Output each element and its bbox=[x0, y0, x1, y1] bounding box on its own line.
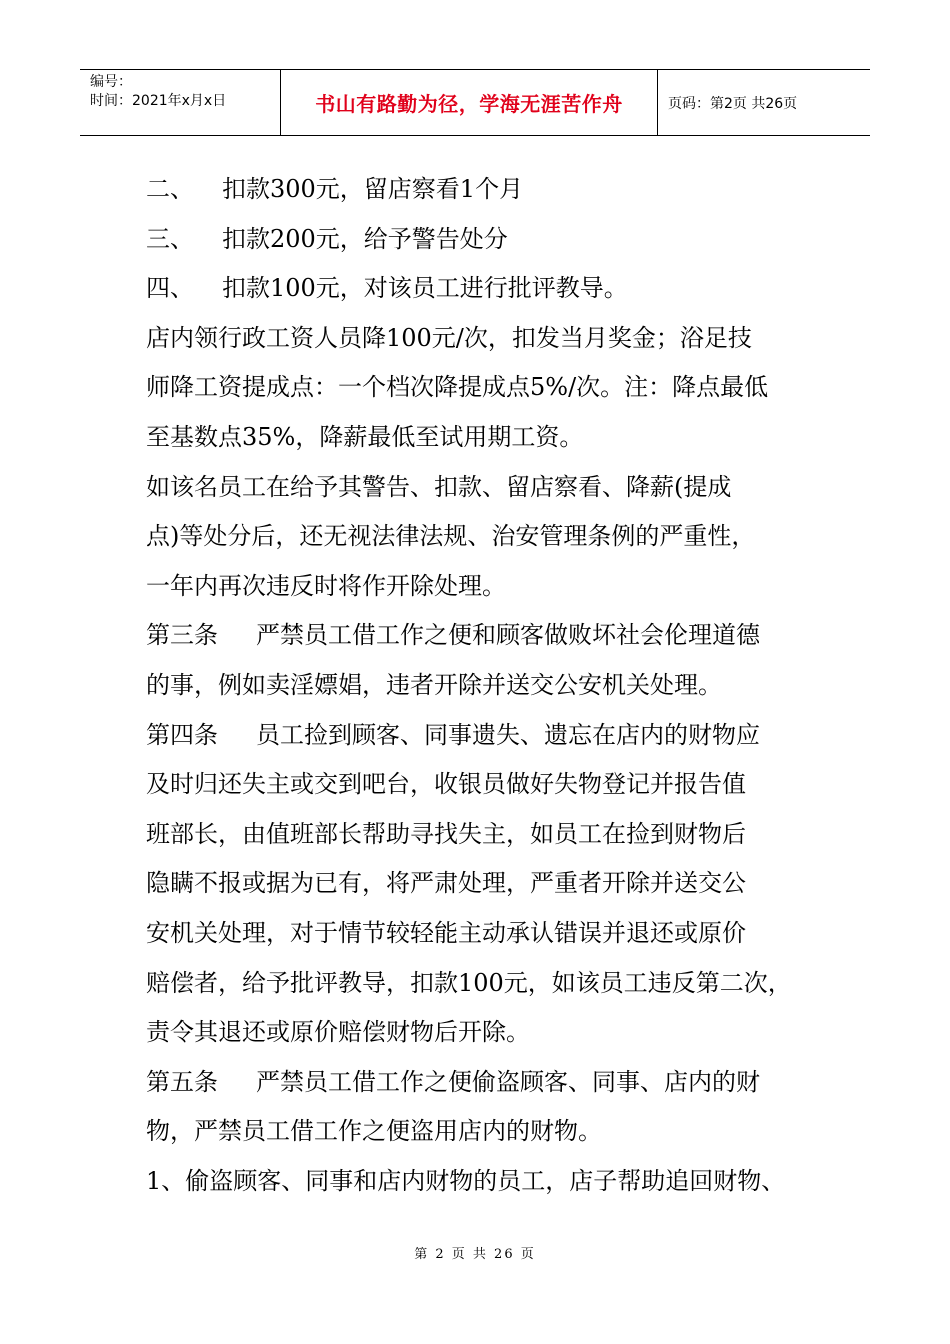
list-item-number: 三、 bbox=[146, 224, 194, 253]
paragraph-line: 店内领行政工资人员降100元/次，扣发当月奖金；浴足技 bbox=[146, 323, 752, 352]
paragraph-line: 至基数点35%，降薪最低至试用期工资。 bbox=[146, 422, 584, 451]
page-header bbox=[80, 69, 870, 136]
paragraph-line: 安机关处理，对于情节较轻能主动承认错误并退还或原价 bbox=[146, 918, 746, 947]
article-5-title: 第五条 bbox=[146, 1067, 218, 1096]
article-4-first-line bbox=[146, 711, 826, 761]
article-4-title: 第四条 bbox=[146, 720, 218, 749]
list-item-number: 四、 bbox=[146, 274, 194, 303]
page-footer: 第 2 页 共 26 页 bbox=[414, 1247, 536, 1262]
article-text: 员工捡到顾客、同事遗失、遗忘在店内的财物应 bbox=[256, 720, 760, 749]
list-item-text: 扣款300元，留店察看1个月 bbox=[222, 175, 524, 203]
paragraph-line: 师降工资提成点：一个档次降提成点5%/次。注：降点最低 bbox=[146, 373, 769, 402]
article-3-title: 第三条 bbox=[146, 621, 218, 650]
header-page-info: 页码：第2页 共26页 bbox=[668, 95, 798, 112]
paragraph-line: 责令其退还或原价赔偿财物后开除。 bbox=[146, 1018, 530, 1047]
paragraph-line: 及时归还失主或交到吧台，收银员做好失物登记并报告值 bbox=[146, 770, 746, 799]
document-number-label: 编号： bbox=[90, 74, 132, 90]
paragraph-line: 班部长，由值班部长帮助寻找失主，如员工在捡到财物后 bbox=[146, 819, 746, 848]
paragraph-line: 一年内再次违反时将作开除处理。 bbox=[146, 571, 506, 600]
article-text: 严禁员工借工作之便偷盗顾客、同事、店内的财 bbox=[256, 1067, 760, 1096]
paragraph-line: 的事，例如卖淫嫖娼，违者开除并送交公安机关处理。 bbox=[146, 670, 722, 699]
paragraph-line: 隐瞒不报或据为已有，将严肃处理，严重者开除并送交公 bbox=[146, 869, 746, 898]
document-body bbox=[146, 165, 826, 1206]
paragraph-line: 1、偷盗顾客、同事和店内财物的员工，店子帮助追回财物、 bbox=[146, 1166, 786, 1195]
document-time-label: 时间：2021年x月x日 bbox=[90, 93, 227, 109]
list-item bbox=[146, 264, 826, 314]
article-3-first-line bbox=[146, 611, 826, 661]
paragraph-line: 点)等处分后，还无视法律法规、治安管理条例的严重性， bbox=[146, 522, 756, 551]
paragraph-line: 赔偿者，给予批评教导，扣款100元，如该员工违反第二次， bbox=[146, 968, 792, 997]
header-motto: 书山有路勤为径，学海无涯苦作舟 bbox=[281, 70, 658, 135]
paragraph-line: 如该名员工在给予其警告、扣款、留店察看、降薪(提成 bbox=[146, 472, 732, 501]
list-item bbox=[146, 215, 826, 265]
paragraph-line: 物，严禁员工借工作之便盗用店内的财物。 bbox=[146, 1117, 602, 1146]
article-5-first-line bbox=[146, 1058, 826, 1108]
list-item bbox=[146, 165, 826, 215]
article-text: 严禁员工借工作之便和顾客做败坏社会伦理道德 bbox=[256, 621, 760, 650]
list-item-text: 扣款200元，给予警告处分 bbox=[222, 224, 508, 253]
list-item-number: 二、 bbox=[146, 175, 194, 203]
list-item-text: 扣款100元，对该员工进行批评教导。 bbox=[222, 274, 628, 303]
header-meta bbox=[80, 70, 281, 135]
